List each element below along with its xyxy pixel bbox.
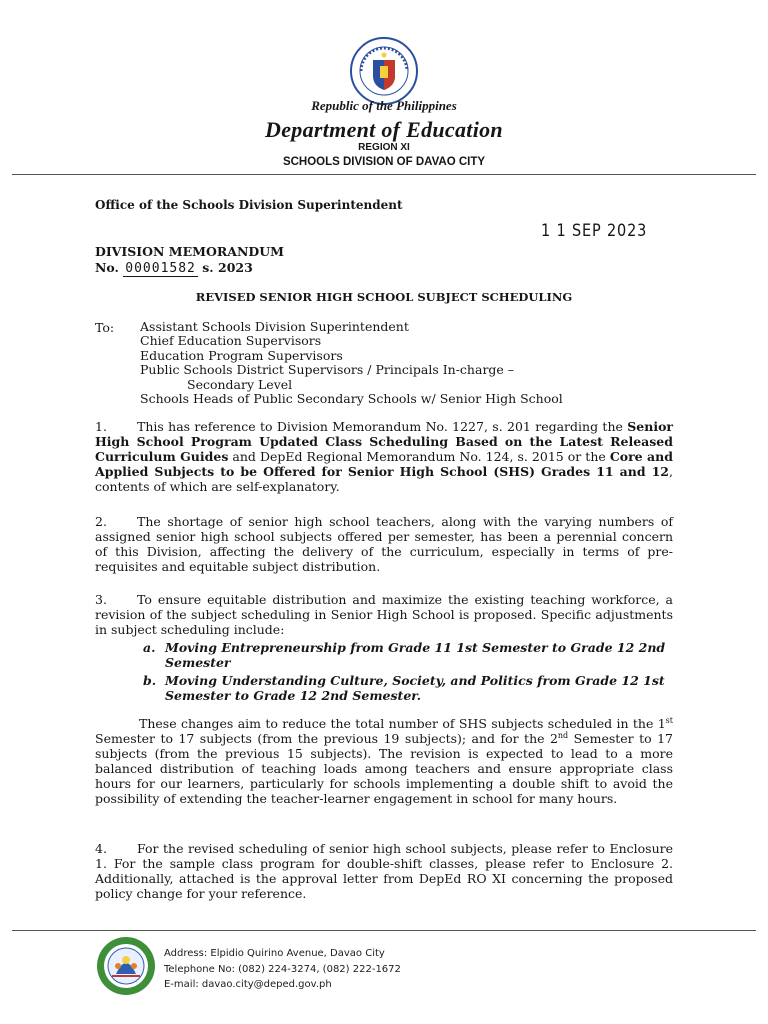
superscript: nd: [557, 730, 569, 740]
paragraph-text: For the revised scheduling of senior high school subjects, please refer to Enclosure 1. For the sample class program for double-shift classes, please refer to Enclosure 2. Additionally, attached is the approval letter from DepEd RO XI concerning the proposed policy change for your reference.: [95, 841, 673, 901]
region-heading: REGION XI: [358, 142, 410, 153]
paragraph-bold-text: Core and Applied Subjects to be Offered for Senior High School (SHS) Grades 11 and 12: [95, 449, 673, 479]
recipient-item: Education Program Supervisors: [140, 347, 343, 363]
memo-number-line: [95, 260, 253, 276]
memo-title: DIVISION MEMORANDUM: [95, 244, 284, 259]
adjustment-item: [143, 673, 673, 703]
paragraph-changes: [95, 716, 673, 806]
recipient-list: [140, 320, 563, 406]
header-divider: [12, 174, 756, 175]
recipient-item: Secondary Level: [187, 376, 293, 392]
paragraph-number: 1.: [95, 419, 107, 434]
recipient-item: Schools Heads of Public Secondary Schools w/ Senior High School: [140, 391, 563, 407]
recipient-item: Assistant Schools Division Superintendent: [140, 319, 409, 334]
division-heading: SCHOOLS DIVISION OF DAVAO CITY: [282, 156, 486, 168]
footer-contact: [164, 946, 401, 993]
date-stamp: 1 1 SEP 2023: [541, 221, 648, 241]
paragraph-bold-text: Senior High School Program Updated Class Scheduling Based on the Latest Released Curriculum Guides: [95, 419, 673, 464]
paragraph-text: These changes aim to reduce the total number of SHS subjects scheduled in the 1: [139, 716, 666, 731]
adjustment-item: [143, 640, 673, 670]
paragraph-1: [95, 419, 673, 494]
superscript: st: [665, 715, 673, 725]
office-line: Office of the Schools Division Superintendent: [95, 198, 403, 212]
memo-subject: REVISED SENIOR HIGH SCHOOL SUBJECT SCHEDULING: [195, 290, 573, 304]
footer-address: Address: Elpidio Quirino Avenue, Davao City: [164, 948, 385, 959]
recipient-item: Chief Education Supervisors: [140, 333, 322, 349]
item-text: Moving Understanding Culture, Society, and Politics from Grade 12 1st Semester to Grade 12 2nd Semester.: [165, 673, 665, 703]
recipient-item: Public Schools District Supervisors / Principals In-charge –: [140, 362, 515, 378]
footer-telephone: Telephone No: (082) 224-3274, (082) 222-1672: [164, 963, 401, 975]
to-label: To:: [95, 320, 115, 335]
department-heading: Department of Education: [265, 117, 503, 142]
paragraph-2: [95, 514, 673, 574]
paragraph-number: 4.: [95, 841, 107, 856]
paragraph-text: This has reference to Division Memorandum No. 1227, s. 201 regarding the: [137, 419, 628, 434]
paragraph-number: 2.: [95, 514, 107, 529]
division-logo-icon: [96, 936, 156, 996]
paragraph-text: Semester to 17 subjects (from the previous 15 subjects). The revision is expected to lead to a more balanced distribution of teaching loads among teachers and ensure appropriate class hours for our learners, particularly for schools implementing a double shift to avoid the possibility of extending the teacher-learner engagement in school for many hours.: [95, 731, 673, 806]
paragraph-text: Semester to 17 subjects (from the previous 19 subjects); and for the 2: [95, 731, 558, 746]
paragraph-4: [95, 841, 673, 901]
republic-heading: Republic of the Philippines: [311, 98, 457, 113]
memo-number: 00001582: [125, 261, 196, 276]
footer-divider: [12, 930, 756, 931]
adjustment-list: [143, 640, 673, 706]
paragraph-text: To ensure equitable distribution and maximize the existing teaching workforce, a revision of the subject scheduling in Senior High School is proposed. Specific adjustments in subject scheduling include:: [95, 592, 673, 637]
memo-no-label: No.: [95, 260, 119, 275]
item-text: Moving Entrepreneurship from Grade 11 1st Semester to Grade 12 2nd Semester: [165, 640, 666, 670]
memo-series: s. 2023: [202, 260, 253, 275]
item-letter: b.: [143, 673, 157, 688]
paragraph-3: [95, 592, 673, 637]
paragraph-text: and DepEd Regional Memorandum No. 124, s. 2015 or the: [228, 449, 610, 464]
footer-email: E-mail: davao.city@deped.gov.ph: [164, 979, 332, 990]
item-letter: a.: [143, 640, 156, 655]
deped-seal-icon: [349, 36, 419, 106]
paragraph-text: The shortage of senior high school teachers, along with the varying numbers of assigned senior high school subjects offered per semester, has been a perennial concern of this Division, affecting the delivery of the curriculum, especially in terms of pre-requisites and equitable subject distribution.: [95, 514, 673, 574]
paragraph-text: , contents of which are self-explanatory.: [95, 464, 673, 494]
paragraph-number: 3.: [95, 592, 107, 607]
